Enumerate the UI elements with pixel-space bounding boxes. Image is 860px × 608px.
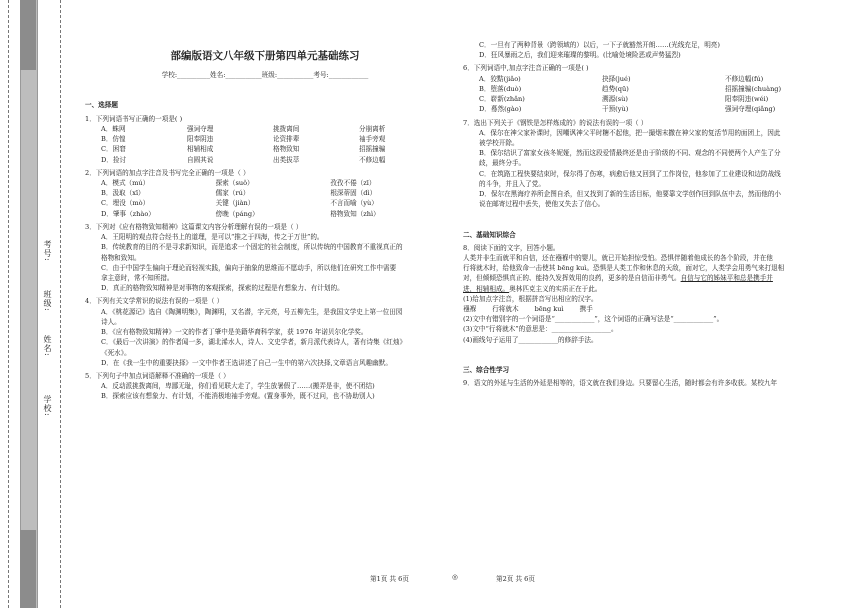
option-line: A．王阳明的观点符合经书上的道理，是可以“推之于四海，传之于万世”的。 <box>101 233 324 242</box>
pinyin-item: bēng kuì <box>534 305 564 314</box>
option-line: 被学校开除。 <box>479 138 519 147</box>
option-line: D．在《我一生中的重要抉择》一文中作者王选讲述了自己一生中的第六次抉择,文章语言风趣幽默。 <box>101 358 392 367</box>
option-cell: 溯源(sù) <box>602 95 628 104</box>
question-3: 3．下列对《应有格物致知精神》这篇课文内容分析理解有误的一项是（ ） <box>85 222 303 231</box>
option-cell: 趋势(qū) <box>602 84 629 93</box>
page-divider-icon: ◎ <box>452 573 458 581</box>
option-cell: D．捡讨 <box>101 155 127 164</box>
option-cell: 阳奉阴违(wéi) <box>725 95 769 104</box>
option-line: A．保尔在神父家补课时，因嘲讽神父平时糖不起他，把一撮烟末撒在神父家的复活节用的面团上，因此 <box>479 128 781 137</box>
option-line: B．探索应该有想象力、有计划，不能消极地袖手旁观。(置身事外，既不过问，也不协助别人) <box>101 392 375 401</box>
question-6: 6．下列词语中,加点字注音正确的一项是( ) <box>463 64 589 73</box>
option-line: D．狂风暴雨之后，我们迎来璀璨的黎明。(比喻处境险恶或声势猛烈) <box>479 51 681 60</box>
outer-cut-line <box>8 0 9 608</box>
option-row-3 <box>463 104 848 114</box>
option-line: B．保尔结识了富家女孩冬妮娅，然而这段爱情最终还是由于阶级的不同、观念的不同使两个人产生了分 <box>479 149 781 158</box>
option-cell: 招摇撞骗(chuàng) <box>725 84 782 93</box>
school-label: 学校: <box>43 395 52 417</box>
option-cell: 抉择(jué) <box>602 74 631 83</box>
left-page <box>85 0 445 402</box>
section-heading-2: 二、基础知识综合 <box>463 230 516 239</box>
section-heading-1: 一、选择题 <box>85 101 118 110</box>
option-line: D．真正的格物致知精神是对事物的客观探索，探索的过程是有想象力、有计划的。 <box>101 284 344 293</box>
option-cell: 干预(yù) <box>602 105 629 114</box>
option-row-0 <box>85 124 445 134</box>
option-line: C．一旦有了两种背景（跨领域的）以后，一下子就豁然开朗……(光线充足，明亮) <box>479 41 720 49</box>
option-cell: 傍晚（páng） <box>215 209 259 218</box>
option-cell: 不言而喻（yù） <box>330 199 378 208</box>
option-cell: 相辅相成 <box>187 145 214 154</box>
option-cell: 不修边幅 <box>359 155 386 164</box>
question-1: 1．下列词语书写正确的一项是( ) <box>85 114 183 123</box>
option-cell: 格物致知（zhì） <box>330 209 380 218</box>
option-row-3 <box>85 155 445 165</box>
binding-margin <box>0 0 70 608</box>
option-row-0 <box>85 178 445 188</box>
inner-cut-line <box>60 0 61 608</box>
option-cell: 自圆其说 <box>187 155 214 164</box>
passage-line-4: 进，相辅相成。奥林匹克主义的实质正在于此。 <box>463 284 602 293</box>
option-line: D．保尔在黑海疗养所企图自杀，但又找到了新的生活目标，他要靠文学创作回到队伍中去，然而他的小 <box>479 190 782 199</box>
option-cell: 强词夺理(qiǎng) <box>725 105 776 114</box>
option-line: 的斗争，并且入了党。 <box>479 179 545 188</box>
option-cell: 强词夺理 <box>187 124 214 133</box>
option-line: A．反动派挑拨离间，卑鄙无耻，你们看见联大走了，学生放暑假了……(搬弄是非，使不团结) <box>101 382 375 391</box>
page-number-left: 第1页 共 6页 <box>370 575 409 583</box>
binding-block-bottom <box>20 530 36 608</box>
option-line: 《死水》。 <box>101 348 131 357</box>
option-cell: A．蛛网 <box>101 124 126 133</box>
option-cell: A．模式（mú） <box>101 179 150 188</box>
option-cell: C．崭新(zhǎn) <box>479 95 525 104</box>
exam-number-label: 考号: <box>43 240 52 262</box>
option-row-1 <box>463 84 848 94</box>
option-cell: 招摇撞骗 <box>359 145 386 154</box>
section-heading-3: 三、综合性学习 <box>463 365 510 374</box>
option-line: B．传统教育的目的不是寻求新知识，而是追求一个固定的社会制度，所以传统的中国教育不重视真正的 <box>101 243 403 252</box>
student-info-line: 学校:__________姓名:___________班级:___________考号:____________ <box>161 71 369 80</box>
pinyin-item: 携手 <box>579 305 593 314</box>
pinyin-item: 襁褓 <box>463 305 477 314</box>
question-7: 7．选出下列关于《钢铁是怎样炼成的》的说法有误的一项（ ） <box>463 118 648 127</box>
right-page <box>463 40 848 388</box>
pinyin-item: 行将就木 <box>492 305 519 314</box>
option-row-3 <box>85 209 445 219</box>
question-2: 2．下列词语的加点字注音及书写完全正确的一项是（ ） <box>85 168 250 177</box>
option-cell: D．肇事（zhào） <box>101 209 155 218</box>
option-cell: 儒家（rú） <box>215 189 250 198</box>
option-cell: 阳奉阴违 <box>187 135 214 144</box>
option-line: C．由于中国学生偏向于理论而轻视实践，偏向于抽象的思维而不愿动手，所以他们在研究工作中需要 <box>101 263 397 272</box>
binding-block-top <box>20 0 36 70</box>
page-title: 部编版语文八年级下册第四单元基础练习 <box>170 50 360 62</box>
sub-question-2: (2)文中有错别字的一个词语是“____________”，这个词语的正确写法是“____________”。 <box>463 315 724 324</box>
option-cell: A．狡黠(jiǎo) <box>479 74 521 83</box>
option-line: 拿主意时，常不知所措。 <box>101 273 174 282</box>
option-line: A．《桃花源记》选自《陶渊明集》，陶渊明，又名潜，字元亮，号五柳先生，是我国文学史上第一位田园 <box>101 307 403 316</box>
underlined-sentence: 自信与它的姊妹平和总是携手并 <box>680 274 773 283</box>
sub-question-4: (4)画线句子运用了____________的修辞手法。 <box>463 335 598 344</box>
option-cell: 根深蒂固（dì） <box>330 189 377 198</box>
page-number-right: 第2页 共 6页 <box>496 575 535 583</box>
option-cell: B．汲取（xī） <box>101 189 145 198</box>
option-row-2 <box>85 144 445 154</box>
question-9: 9．语文的外延与生活的外延是相等的，语文就在我们身边。只要留心生活，随时都会有许多收获。某校九年 <box>463 379 778 388</box>
option-cell: D．蓦然(gào) <box>479 105 522 114</box>
option-cell: B．堕落(duò) <box>479 84 522 93</box>
option-row-2 <box>85 198 445 208</box>
passage-line-3: 对，但倾倾恐惧真正的、能持久发挥效用的良药，更多的是自信而非勇气。自信与它的姊妹平和总是携手并 <box>463 274 773 283</box>
question-5: 5．下列句子中加点词语解释不准确的一项是（ ） <box>85 371 230 380</box>
option-line: 说在邮寄过程中丢失，使他又失去了信心。 <box>479 200 605 209</box>
option-row-0 <box>463 74 848 84</box>
option-row-1 <box>85 134 445 144</box>
option-cell: C．困窘 <box>101 145 126 154</box>
option-cell: 挑拨离间 <box>273 124 300 133</box>
passage-line: 人类并非生而就平和自信，还在襁褓中的婴儿，就已开始担惊受怕。恐惧伴随着他成长的各个阶段，并在他 <box>463 253 773 262</box>
option-row-1 <box>85 188 445 198</box>
option-row-2 <box>463 94 848 104</box>
option-line: C．《最后一次讲演》的作者闻一多，湖北浠水人，诗人、文史学者，新月派代表诗人，著有诗集《红烛》 <box>101 338 407 347</box>
option-line: 歧，最终分手。 <box>479 159 526 168</box>
option-line: 诗人。 <box>101 317 121 326</box>
binding-strip <box>20 0 38 608</box>
question-4: 4．下列有关文学常识的说法有误的一项是（ ） <box>85 297 224 306</box>
option-cell: 袖手旁观 <box>359 135 386 144</box>
option-cell: 论资排辈 <box>273 135 300 144</box>
option-cell: B．仿惶 <box>101 135 126 144</box>
option-cell: 孜孜不倦（zī） <box>330 179 376 188</box>
sub-question-3: (3)文中“行将就木”的意思是：__________________。 <box>463 325 618 334</box>
option-cell: 关键（jiàn） <box>215 199 255 208</box>
option-cell: 格物致知 <box>273 145 300 154</box>
option-cell: 探索（suǒ） <box>215 179 254 188</box>
name-label: 姓名: <box>43 335 52 357</box>
option-cell: 出类拔萃 <box>273 155 300 164</box>
question-8: 8．阅读下面的文字，回答小题。 <box>463 243 560 252</box>
option-cell: C．埋没（mò） <box>101 199 150 208</box>
option-cell: 不修边幅(fú) <box>725 74 764 83</box>
sub-question-1: (1)给加点字注音，根据拼音写出相应的汉字。 <box>463 294 598 303</box>
passage-line: 行将就木时，给他致命一击使其 bēng kuì。恐惧是人类工作和休息的天敌，面对它，人类学会用勇气来打退相 <box>463 264 785 273</box>
option-line: B．《应有格物致知精神》一文的作者丁肇中是美籍华裔科学家，获 1976 年诺贝尔化学奖。 <box>101 328 368 337</box>
option-line: C．在筑路工程快要结束时，保尔得了伤寒，病愈后他又回到了工作岗位，他参加了工业建设和边防战线 <box>479 169 781 178</box>
option-line: 格物和致知。 <box>101 253 141 262</box>
option-cell: 分崩离析 <box>359 124 386 133</box>
class-label: 班级: <box>43 290 52 312</box>
